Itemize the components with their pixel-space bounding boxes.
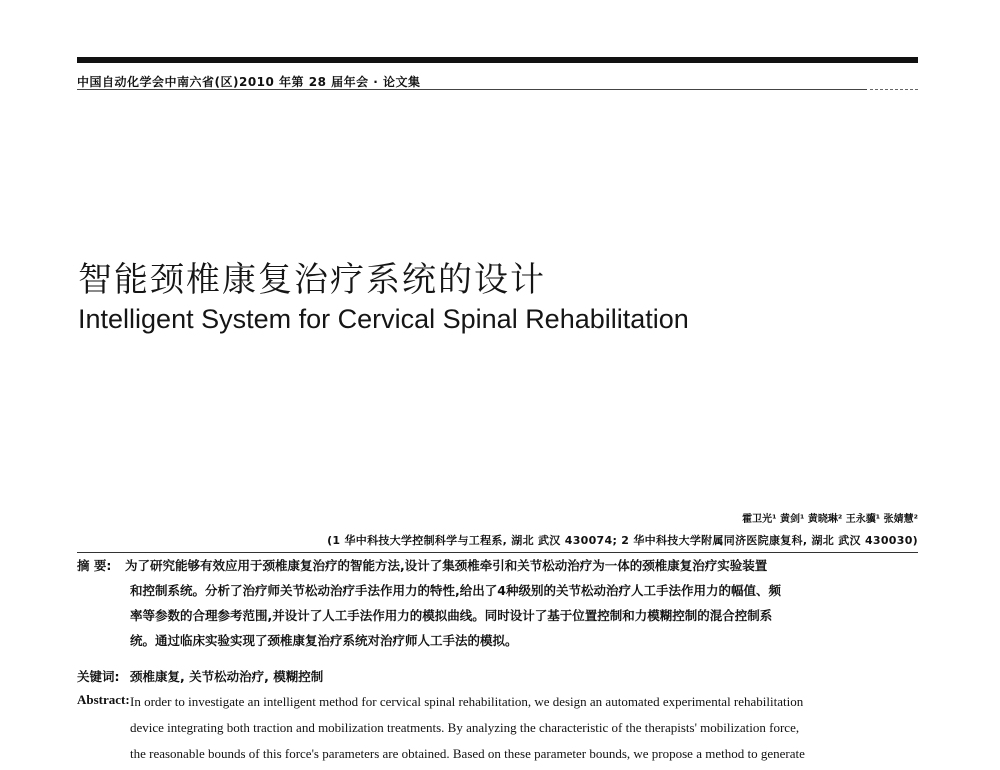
abstract-chinese-line: 率等参数的合理参考范围,并设计了人工手法作用力的模拟曲线。同时设计了基于位置控制和力模糊控制的混合控制系: [130, 608, 773, 623]
running-head: 中国自动化学会中南六省(区)2010 年第 28 届年会 · 论文集: [77, 75, 421, 89]
abstract-chinese-line: 为了研究能够有效应用于颈椎康复治疗的智能方法,设计了集颈椎牵引和关节松动治疗为一体的颈椎康复治疗实验装置: [125, 558, 768, 573]
abstract-english-line: device integrating both traction and mobilization treatments. By analyzing the characteristic of the therapists' mobilization force,: [130, 720, 800, 735]
authors: 霍卫光¹ 黄剑¹ 黄晓琳² 王永骥¹ 张婧慧²: [742, 514, 918, 525]
abstract-chinese-line: 和控制系统。分析了治疗师关节松动治疗手法作用力的特性,给出了4种级别的关节松动治疗人工手法作用力的幅值、频: [130, 583, 781, 598]
keywords-label: 关键词:: [77, 669, 120, 684]
affiliations: (1 华中科技大学控制科学与工程系, 湖北 武汉 430074; 2 华中科技大学附属同济医院康复科, 湖北 武汉 430030): [327, 534, 918, 547]
top-rule: [77, 57, 918, 63]
affiliation-rule: [77, 552, 918, 553]
abstract-chinese-label: 摘 要:: [77, 558, 112, 573]
keywords-text: 颈椎康复, 关节松动治疗, 模糊控制: [130, 669, 324, 684]
title-english: Intelligent System for Cervical Spinal Rehabilitation: [78, 304, 689, 334]
abstract-english-label: Abstract:: [77, 692, 130, 707]
abstract-chinese-line: 统。通过临床实验实现了颈椎康复治疗系统对治疗师人工手法的模拟。: [130, 633, 518, 648]
header-dash: [870, 89, 918, 90]
header-rule: [77, 89, 867, 90]
abstract-english-line: the reasonable bounds of this force's parameters are obtained. Based on these parameter bounds, we propose a method to generate: [130, 746, 805, 761]
abstract-english-line: In order to investigate an intelligent method for cervical spinal rehabilitation, we design an automated experimental rehabilitation: [130, 694, 804, 709]
title-chinese: 智能颈椎康复治疗系统的设计: [78, 260, 546, 300]
